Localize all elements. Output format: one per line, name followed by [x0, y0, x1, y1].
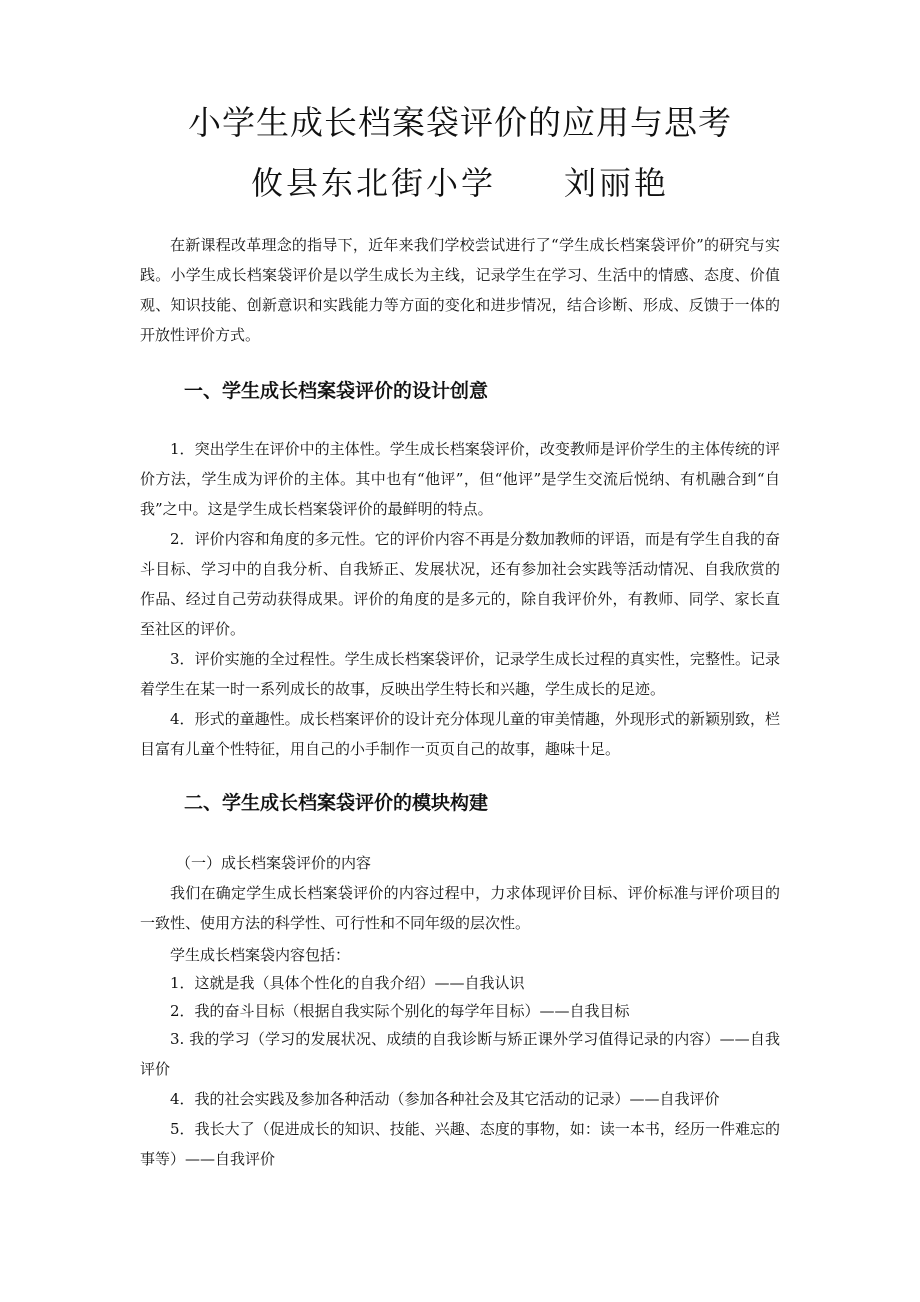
content-item-2: 2．我的奋斗目标（根据自我实际个别化的每学年目标）——自我目标: [170, 1002, 630, 1020]
content-item-1: 1．这就是我（具体个性化的自我介绍）——自我认识: [170, 974, 525, 992]
section2-paragraph-1: 我们在确定学生成长档案袋评价的内容过程中，力求体现评价目标、评价标准与评价项目的一致性、使用方法的科学性、可行性和不同年级的层次性。: [140, 884, 780, 932]
content-item-3: 3. 我的学习（学习的发展状况、成绩的自我诊断与矫正课外学习值得记录的内容）——自我评价: [140, 1030, 780, 1078]
document-title: 小学生成长档案袋评价的应用与思考: [188, 103, 732, 142]
section1-point-1: 1．突出学生在评价中的主体性。学生成长档案袋评价，改变教师是评价学生的主体传统的评价方法，学生成为评价的主体。其中也有“他评”，但“他评”是学生交流后悦纳、有机融合到“自我”之中。这是学生成长档案袋评价的最鲜明的特点。: [140, 440, 780, 518]
author-name: 刘丽艳: [564, 164, 670, 202]
section1-heading: 一、学生成长档案袋评价的设计创意: [184, 380, 489, 402]
section1-point-2: 2．评价内容和角度的多元性。它的评价内容不再是分数加教师的评语，而是有学生自我的奋斗目标、学习中的自我分析、自我矫正、发展状况，还有参加社会实践等活动情况、自我欣赏的作品、经过自己劳动获得成果。评价的角度的是多元的，除自我评价外，有教师、同学、家长直至社区的评价。: [140, 530, 780, 638]
author-line: [0, 158, 920, 208]
section1-point-4: 4．形式的童趣性。成长档案评价的设计充分体现儿童的审美情趣，外现形式的新颖别致，栏目富有儿童个性特征，用自己的小手制作一页页自己的故事，趣味十足。: [140, 710, 780, 758]
section2-heading: 二、学生成长档案袋评价的模块构建: [184, 792, 489, 814]
intro-paragraph: 在新课程改革理念的指导下，近年来我们学校尝试进行了“学生成长档案袋评价”的研究与实践。小学生成长档案袋评价是以学生成长为主线，记录学生在学习、生活中的情感、态度、价值观、知识技能、创新意识和实践能力等方面的变化和进步情况，结合诊断、形成、反馈于一体的开放性评价方式。: [140, 236, 780, 344]
school-name: 攸县东北街小学: [250, 164, 496, 202]
section1-point-3: 3．评价实施的全过程性。学生成长档案袋评价，记录学生成长过程的真实性，完整性。记录着学生在某一时一系列成长的故事，反映出学生特长和兴趣，学生成长的足迹。: [140, 650, 780, 698]
section2-subheading: （一）成长档案袋评价的内容: [176, 854, 372, 872]
content-item-4: 4．我的社会实践及参加各种活动（参加各种社会及其它活动的记录）——自我评价: [170, 1090, 720, 1108]
section2-paragraph-2: 学生成长档案袋内容包括：: [170, 946, 351, 964]
content-item-5: 5．我长大了（促进成长的知识、技能、兴趣、态度的事物，如：读一本书，经历一件难忘的事等）——自我评价: [140, 1120, 780, 1168]
